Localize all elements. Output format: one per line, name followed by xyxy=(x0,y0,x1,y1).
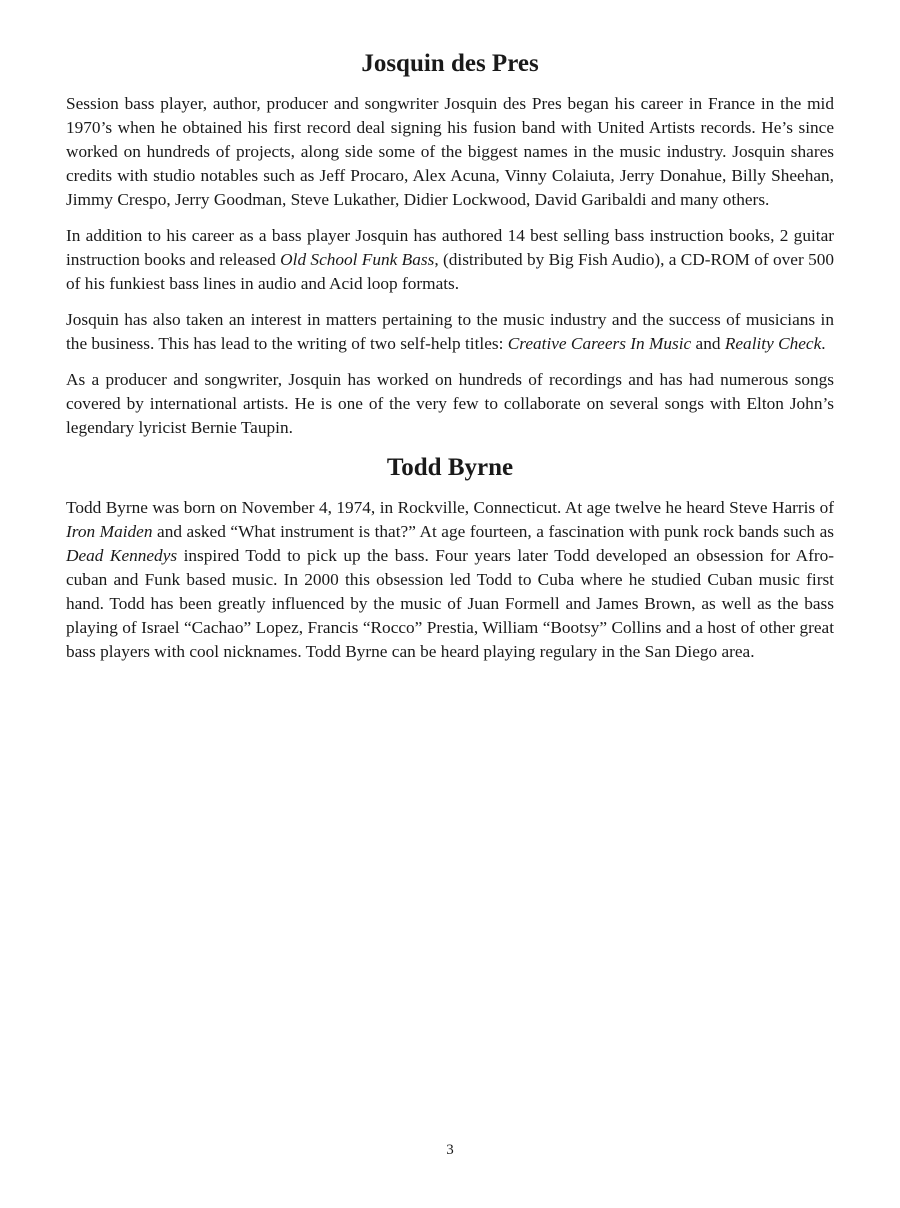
text-run: and xyxy=(691,334,725,353)
paragraph xyxy=(66,496,834,664)
text-run: In addition to his career as a bass player Josquin has authored 14 best selling bass instruction books, 2 guitar instruction books and released xyxy=(66,226,834,269)
book-title: Old School Funk Bass xyxy=(280,250,435,269)
text-run: As a producer and songwriter, Josquin has worked on hundreds of recordings and has had numerous songs covered by international artists. He is one of the very few to collaborate on several songs with Elton John’s legendary lyricist Bernie Taupin. xyxy=(66,370,834,437)
bio-todd-byrne xyxy=(66,453,834,664)
text-run: inspired Todd to pick up the bass. Four years later Todd developed an obsession for Afro-cuban and Funk based music. In 2000 this obsession led Todd to Cuba where he studied Cuban music first hand. Todd has been greatly influenced by the music of Juan Formell and James Brown, as well as the bass playing of Israel “Cachao” Lopez, Francis “Rocco” Prestia, William “Bootsy” Collins and a host of other great bass players with cool nicknames. Todd Byrne can be heard playing regulary in the San Diego area. xyxy=(66,546,835,661)
text-run: , (distributed by Big Fish Audio), a CD-ROM of over 500 of his funkiest bass lines in audio and Acid loop formats. xyxy=(66,250,834,293)
text-run: Session bass player, author, producer and songwriter Josquin des Pres began his career in France in the mid 1970’s when he obtained his first record deal signing his fusion band with United Artists records. He’s since worked on hundreds of projects, along side some of the biggest names in the music industry. Josquin shares credits with studio notables such as Jeff Procaro, Alex Acuna, Vinny Colaiuta, Jerry Donahue, Billy Sheehan, Jimmy Crespo, Jerry Goodman, Steve Lukather, Didier Lockwood, David Garibaldi and many others. xyxy=(66,94,834,209)
section-heading: Todd Byrne xyxy=(386,454,514,481)
paragraph xyxy=(66,92,834,212)
text-run: Todd Byrne was born on November 4, 1974, in Rockville, Connecticut. At age twelve he heard Steve Harris of xyxy=(66,498,834,517)
text-run: . xyxy=(821,334,826,353)
paragraph xyxy=(66,308,834,356)
book-title: Creative Careers In Music xyxy=(507,334,692,353)
book-title: Reality Check xyxy=(724,334,822,353)
section-heading: Josquin des Pres xyxy=(361,50,539,77)
text-run: and asked “What instrument is that?” At age fourteen, a fascination with punk rock bands such as xyxy=(152,522,834,541)
paragraph xyxy=(66,368,834,440)
text-run: Josquin has also taken an interest in matters pertaining to the music industry and the success of musicians in the business. This has lead to the writing of two self-help titles: xyxy=(66,310,834,353)
page-number: 3 xyxy=(446,1142,454,1158)
band-name: Iron Maiden xyxy=(66,522,153,541)
bio-josquin-des-pres xyxy=(66,49,834,440)
band-name: Dead Kennedys xyxy=(66,546,178,565)
paragraph xyxy=(66,224,834,296)
document-page xyxy=(66,0,834,664)
